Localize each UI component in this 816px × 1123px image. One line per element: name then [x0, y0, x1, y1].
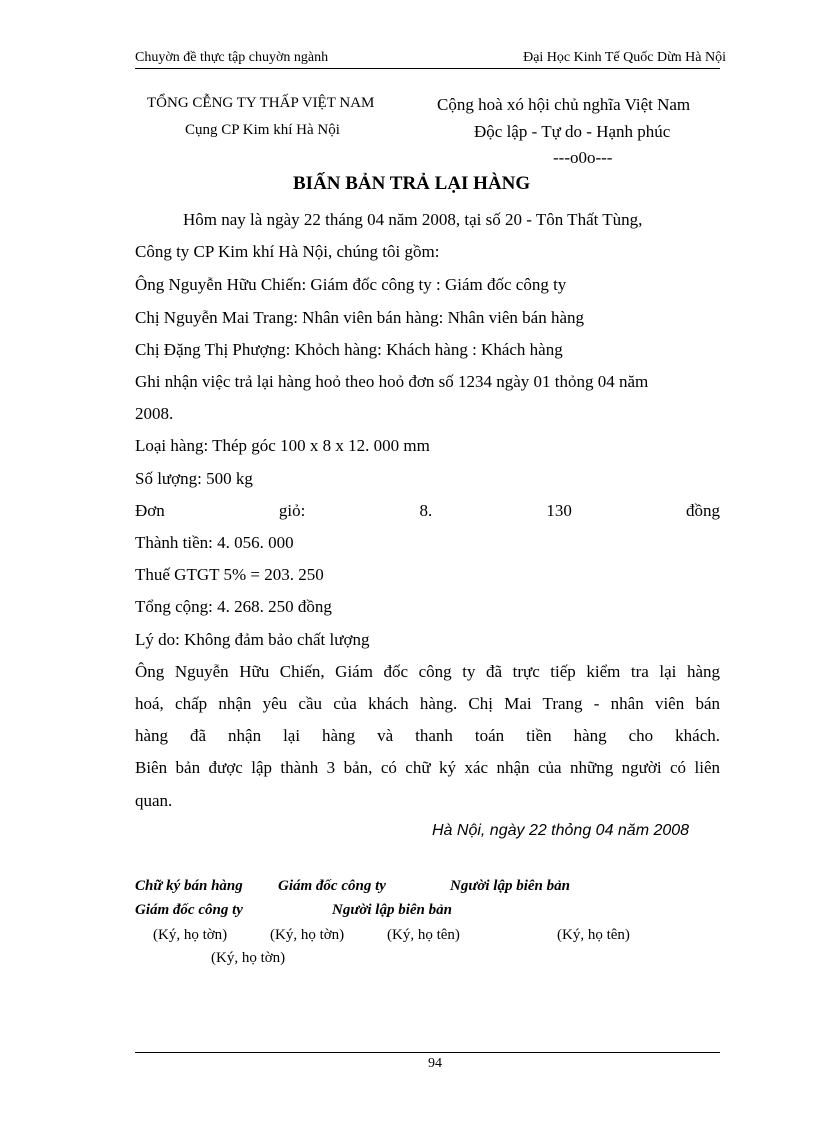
party-customer: Chị Đặng Thị Phượng: Khỏch hàng: Khách hàng : Khách hàng [135, 340, 563, 359]
running-header-left: Chuyờn đề thực tập chuyờn ngành [135, 50, 329, 65]
unit-price-word-4: 130 [546, 501, 572, 520]
unit-price-word-1: Đơn [135, 501, 165, 520]
page-number: 94 [428, 1056, 442, 1071]
signature-note-3: (Ký, họ tên) [387, 927, 460, 943]
nation-motto: Độc lập - Tự do - Hạnh phúc [474, 122, 671, 141]
paragraph-line-4: Biên bản được lập thành 3 bản, có chữ ký xác nhận của những người có liên [135, 758, 720, 777]
party-sales-staff: Chị Nguyễn Mai Trang: Nhân viên bán hàng: Nhân viên bán hàng [135, 308, 585, 327]
signature-title-director-2: Giám đốc công ty [135, 902, 243, 918]
document-title: BIẤN BẢN TRẢ LẠI HÀNG [293, 173, 531, 194]
running-header-right: Đại Học Kinh Tế Quốc Dừn Hà Nội [523, 50, 726, 65]
signature-title-preparer: Người lập biên bản [450, 878, 570, 894]
unit-price-word-5: đồng [685, 501, 720, 520]
signature-title-director: Giám đốc công ty [278, 878, 386, 894]
signature-note-1: (Ký, họ tờn) [153, 927, 228, 943]
signature-title-sales: Chữ ký bán hàng [135, 878, 243, 894]
nation-name: Cộng hoà xó hội chủ nghĩa Việt Nam [437, 95, 691, 114]
amount: Thành tiền: 4. 056. 000 [135, 533, 294, 552]
vat: Thuế GTGT 5% = 203. 250 [135, 565, 324, 584]
goods-type: Loại hàng: Thép góc 100 x 8 x 12. 000 mm [135, 436, 430, 455]
org-name: TỔNG CỄNG TY THẤP VIỆT NAM [147, 95, 375, 111]
unit-price-word-2: giỏ: [278, 501, 306, 520]
signature-note-4: (Ký, họ tên) [557, 927, 630, 943]
signature-title-preparer-2: Người lập biên bản [332, 902, 452, 918]
body-line-1: Hôm nay là ngày 22 tháng 04 năm 2008, tại số 20 - Tôn Thất Tùng, [183, 210, 643, 229]
date-line: Hà Nội, ngày 22 thỏng 04 năm 2008 [432, 822, 690, 839]
paragraph-line-1: Ông Nguyễn Hữu Chiến, Giám đốc công ty đã trực tiếp kiểm tra lại hàng [135, 662, 720, 681]
paragraph-line-2: hoá, chấp nhận yêu cầu của khách hàng. Chị Mai Trang - nhân viên bán [135, 694, 720, 713]
quantity: Số lượng: 500 kg [135, 469, 253, 488]
total: Tổng cộng: 4. 268. 250 đồng [135, 597, 332, 616]
invoice-reference: Ghi nhận việc trả lại hàng hoỏ theo hoỏ đơn số 1234 ngày 01 thỏng 04 năm [135, 372, 649, 391]
reason: Lý do: Không đảm bảo chất lượng [135, 630, 370, 649]
header-rule [135, 68, 720, 69]
signature-note-5: (Ký, họ tờn) [211, 950, 286, 966]
party-director: Ông Nguyễn Hữu Chiến: Giám đốc công ty : Giám đốc công ty [135, 275, 567, 294]
invoice-reference-cont: 2008. [135, 404, 174, 423]
unit-price [135, 501, 720, 521]
paragraph-line-3: hàng đã nhận lại hàng và thanh toán tiền hàng cho khách. [135, 726, 720, 745]
nation-separator: ---o0o--- [553, 148, 613, 167]
org-subsidiary: Cụng CP Kim khí Hà Nội [185, 122, 340, 138]
body-line-2: Công ty CP Kim khí Hà Nội, chúng tôi gồm: [135, 242, 440, 261]
footer-rule [135, 1052, 720, 1053]
paragraph-line-5: quan. [135, 791, 173, 810]
unit-price-word-3: 8. [419, 501, 433, 520]
signature-note-2: (Ký, họ tờn) [270, 927, 345, 943]
